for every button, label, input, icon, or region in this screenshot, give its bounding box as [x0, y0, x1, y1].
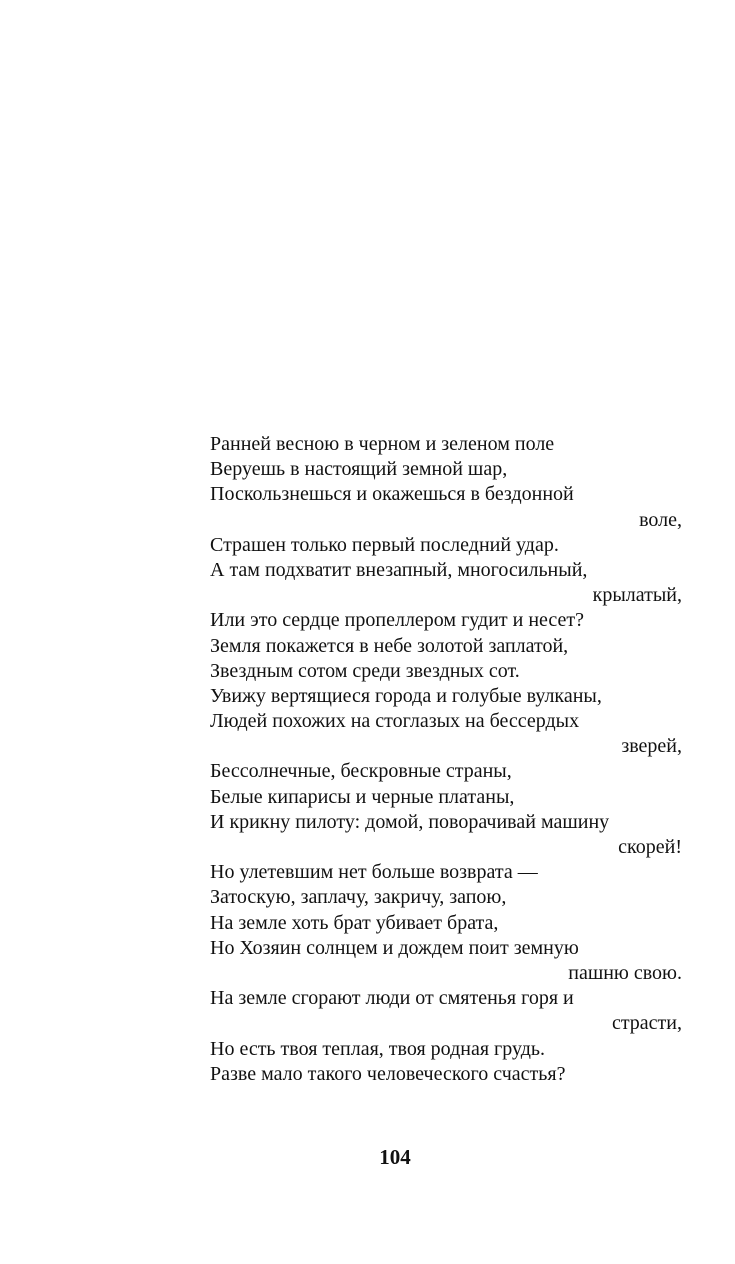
- poem-line: Земля покажется в небе золотой заплатой,: [210, 634, 569, 657]
- poem-line: На земле сгорают люди от смятенья горя и: [210, 987, 574, 1010]
- poem-line: Разве мало такого человеческого счастья?: [210, 1062, 566, 1085]
- poem-line-continuation: зверей,: [621, 735, 682, 758]
- poem-line: Страшен только первый последний удар.: [210, 533, 559, 556]
- poem-line-continuation: пашню свою.: [568, 961, 682, 984]
- poem-line-continuation: скорей!: [618, 836, 682, 858]
- poem-line: Веруешь в настоящий земной шар,: [210, 458, 508, 481]
- page-number: 104: [379, 1145, 411, 1169]
- poem-line: Звездным сотом среди звездных сот.: [210, 659, 520, 682]
- poem-line: Но Хозяин солнцем и дождем поит земную: [210, 936, 579, 959]
- poem-line-continuation: страсти,: [611, 1012, 682, 1035]
- poem-line-continuation: крылатый,: [592, 584, 682, 607]
- poem-line: Но есть твоя теплая, твоя родная грудь.: [210, 1037, 546, 1060]
- poem-line-continuation: воле,: [639, 508, 682, 531]
- poem-line: Белые кипарисы и черные платаны,: [210, 785, 515, 808]
- poem-line: Затоскую, заплачу, закричу, запою,: [210, 886, 507, 909]
- poem-line: И крикну пилоту: домой, поворачивай машину: [210, 810, 610, 833]
- poem-line: На земле хоть брат убивает брата,: [210, 911, 499, 934]
- poem-line: Или это сердце пропеллером гудит и несет?: [210, 609, 585, 632]
- poem-line: Людей похожих на стоглазых на бессердых: [210, 710, 580, 733]
- poem-line: Ранней весною в черном и зеленом поле: [210, 433, 555, 455]
- poem-line: Бессолнечные, бескровные страны,: [210, 760, 512, 783]
- poem-line: Поскользнешься и окажешься в бездонной: [210, 483, 574, 506]
- poem-line: А там подхватит внезапный, многосильный,: [210, 558, 588, 581]
- poem-text-block: [210, 432, 682, 1087]
- poem-line: Увижу вертящиеся города и голубые вулканы,: [210, 684, 602, 707]
- poem-line: Но улетевшим нет больше возврата —: [210, 861, 538, 884]
